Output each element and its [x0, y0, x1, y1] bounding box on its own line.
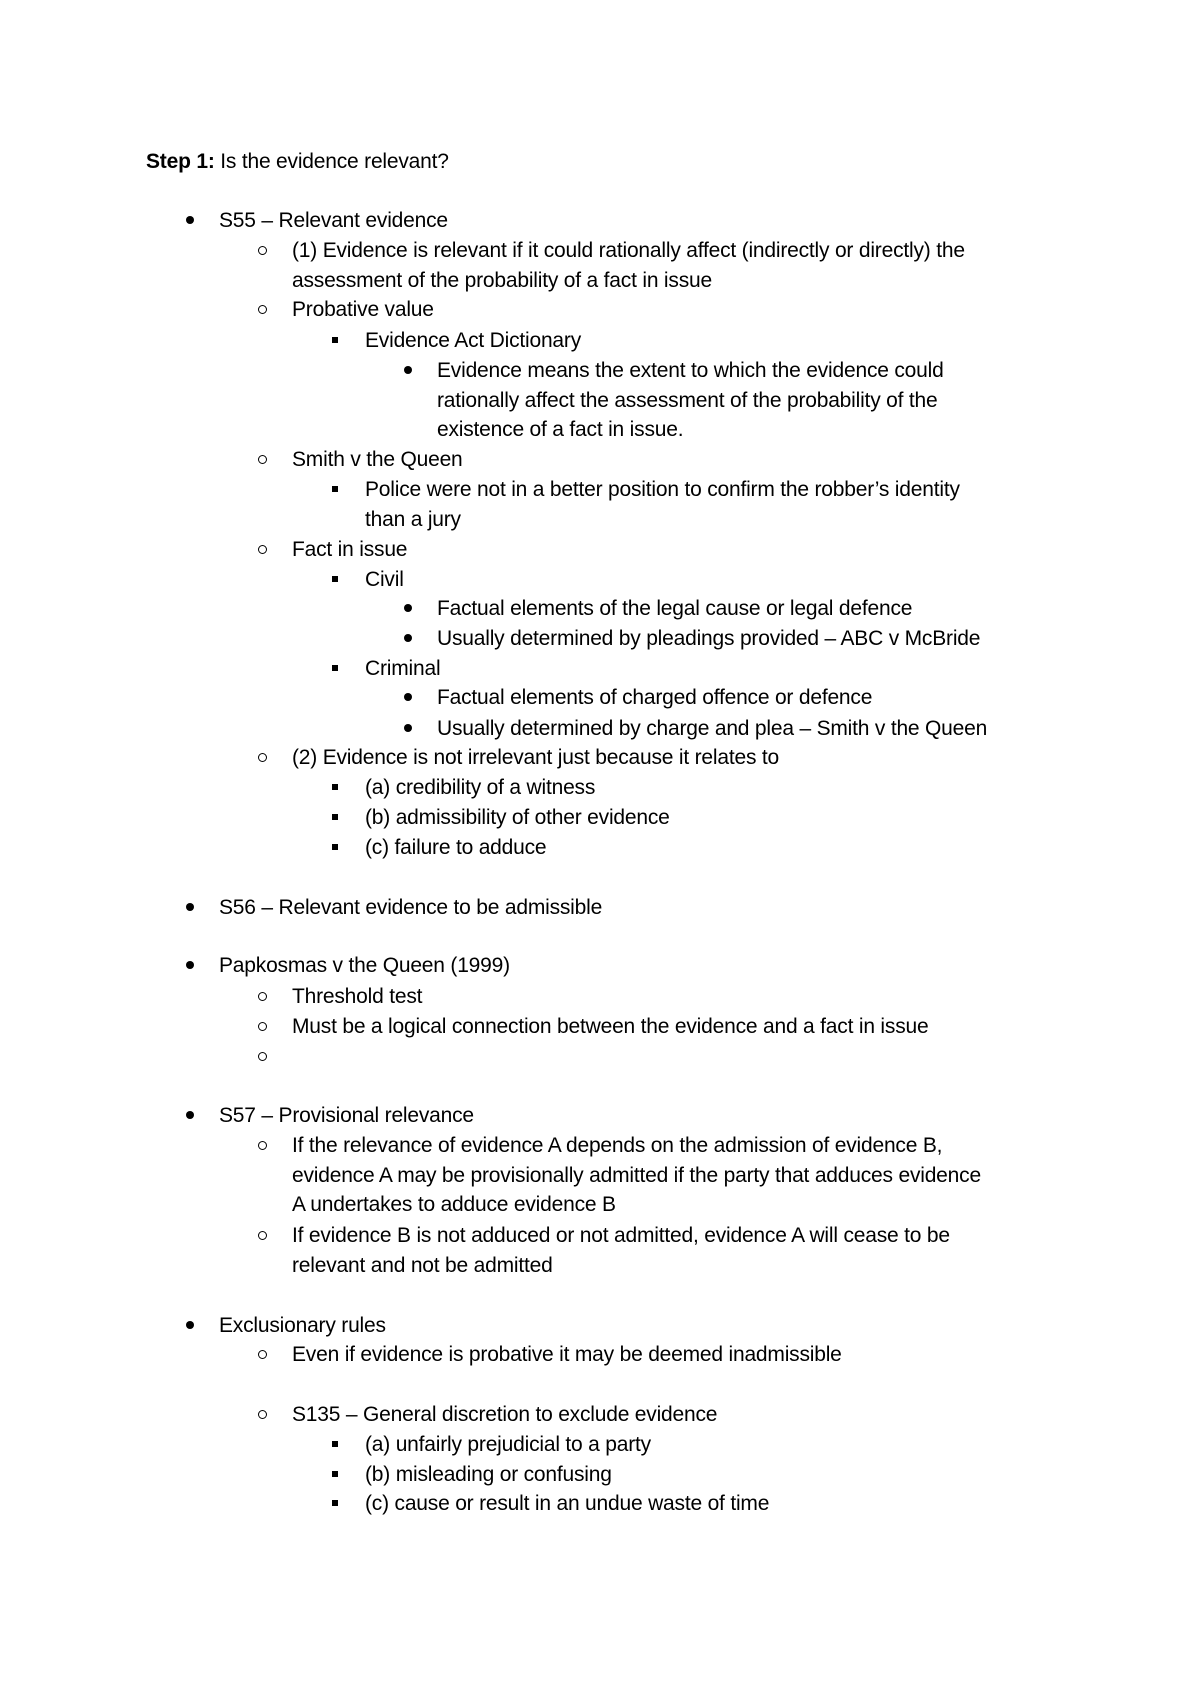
- bullet-square-icon: [325, 475, 345, 505]
- s55-sub2: (2) Evidence is not irrelevant just because it relates to: [292, 746, 780, 769]
- s57-item2-line2: relevant and not be admitted: [292, 1254, 553, 1277]
- bullet-square-icon: [325, 565, 345, 595]
- bullet-dot-icon: [180, 206, 200, 236]
- smith-note-line1: Police were not in a better position to confirm the robber’s identity: [365, 478, 960, 501]
- bullet-circle-icon: [252, 1042, 272, 1072]
- smith-note-line2: than a jury: [365, 508, 461, 531]
- bullet-square-icon: [325, 654, 345, 684]
- evidence-act-dictionary: Evidence Act Dictionary: [365, 329, 582, 352]
- s55-sub1-line1: (1) Evidence is relevant if it could rationally affect (indirectly or directly) the: [292, 239, 965, 262]
- s57-item1-line3: A undertakes to adduce evidence B: [292, 1193, 616, 1216]
- bullet-square-icon: [325, 1489, 345, 1519]
- bullet-circle-icon: [252, 743, 272, 773]
- exclusionary-title: Exclusionary rules: [219, 1314, 386, 1337]
- dict-def-line2: rationally affect the assessment of the probability of the: [437, 389, 938, 412]
- bullet-circle-icon: [252, 445, 272, 475]
- bullet-circle-icon: [252, 1221, 272, 1251]
- bullet-circle-icon: [252, 295, 272, 325]
- bullet-circle-icon: [252, 236, 272, 266]
- criminal-item-1: Factual elements of charged offence or defence: [437, 686, 873, 709]
- s135-title: S135 – General discretion to exclude evidence: [292, 1403, 718, 1426]
- criminal-label: Criminal: [365, 657, 441, 680]
- s135-b: (b) misleading or confusing: [365, 1463, 612, 1486]
- step-heading: [146, 147, 449, 177]
- papkosmas-item-1: Threshold test: [292, 985, 423, 1008]
- civil-item-1: Factual elements of the legal cause or legal defence: [437, 597, 913, 620]
- bullet-dot-icon: [398, 594, 418, 624]
- bullet-square-icon: [325, 326, 345, 356]
- bullet-dot-icon: [398, 624, 418, 654]
- bullet-dot-icon: [180, 1101, 200, 1131]
- civil-item-2: Usually determined by pleadings provided – ABC v McBride: [437, 627, 981, 650]
- bullet-square-icon: [325, 833, 345, 863]
- bullet-square-icon: [325, 803, 345, 833]
- bullet-square-icon: [325, 773, 345, 803]
- bullet-dot-icon: [180, 893, 200, 923]
- probative-value: Probative value: [292, 298, 434, 321]
- bullet-dot-icon: [398, 714, 418, 744]
- s55-sub2-a: (a) credibility of a witness: [365, 776, 596, 799]
- bullet-dot-icon: [398, 683, 418, 713]
- s55-sub2-b: (b) admissibility of other evidence: [365, 806, 670, 829]
- s55-title: S55 – Relevant evidence: [219, 209, 448, 232]
- bullet-circle-icon: [252, 1340, 272, 1370]
- bullet-circle-icon: [252, 1131, 272, 1161]
- s55-sub2-c: (c) failure to adduce: [365, 836, 547, 859]
- bullet-dot-icon: [180, 1311, 200, 1341]
- criminal-item-2: Usually determined by charge and plea – Smith v the Queen: [437, 717, 988, 740]
- bullet-square-icon: [325, 1430, 345, 1460]
- s57-item1-line1: If the relevance of evidence A depends on the admission of evidence B,: [292, 1134, 943, 1157]
- s56-title: S56 – Relevant evidence to be admissible: [219, 896, 603, 919]
- bullet-circle-icon: [252, 1400, 272, 1430]
- dict-def-line3: existence of a fact in issue.: [437, 418, 684, 441]
- s57-title: S57 – Provisional relevance: [219, 1104, 474, 1127]
- papkosmas-title: Papkosmas v the Queen (1999): [219, 954, 510, 977]
- s135-c: (c) cause or result in an undue waste of time: [365, 1492, 770, 1515]
- civil-label: Civil: [365, 568, 404, 591]
- papkosmas-item-2: Must be a logical connection between the evidence and a fact in issue: [292, 1015, 929, 1038]
- step-question: Is the evidence relevant?: [220, 150, 449, 173]
- step-label: Step 1:: [146, 150, 215, 173]
- bullet-square-icon: [325, 1460, 345, 1490]
- s57-item1-line2: evidence A may be provisionally admitted if the party that adduces evidence: [292, 1164, 981, 1187]
- s135-a: (a) unfairly prejudicial to a party: [365, 1433, 651, 1456]
- s57-item2-line1: If evidence B is not adduced or not admitted, evidence A will cease to be: [292, 1224, 950, 1247]
- bullet-circle-icon: [252, 1012, 272, 1042]
- exclusionary-item-1: Even if evidence is probative it may be deemed inadmissible: [292, 1343, 842, 1366]
- bullet-circle-icon: [252, 982, 272, 1012]
- bullet-circle-icon: [252, 535, 272, 565]
- dict-def-line1: Evidence means the extent to which the evidence could: [437, 359, 944, 382]
- fact-in-issue: Fact in issue: [292, 538, 408, 561]
- smith-v-queen: Smith v the Queen: [292, 448, 463, 471]
- s55-sub1-line2: assessment of the probability of a fact in issue: [292, 269, 712, 292]
- bullet-dot-icon: [180, 951, 200, 981]
- bullet-dot-icon: [398, 356, 418, 386]
